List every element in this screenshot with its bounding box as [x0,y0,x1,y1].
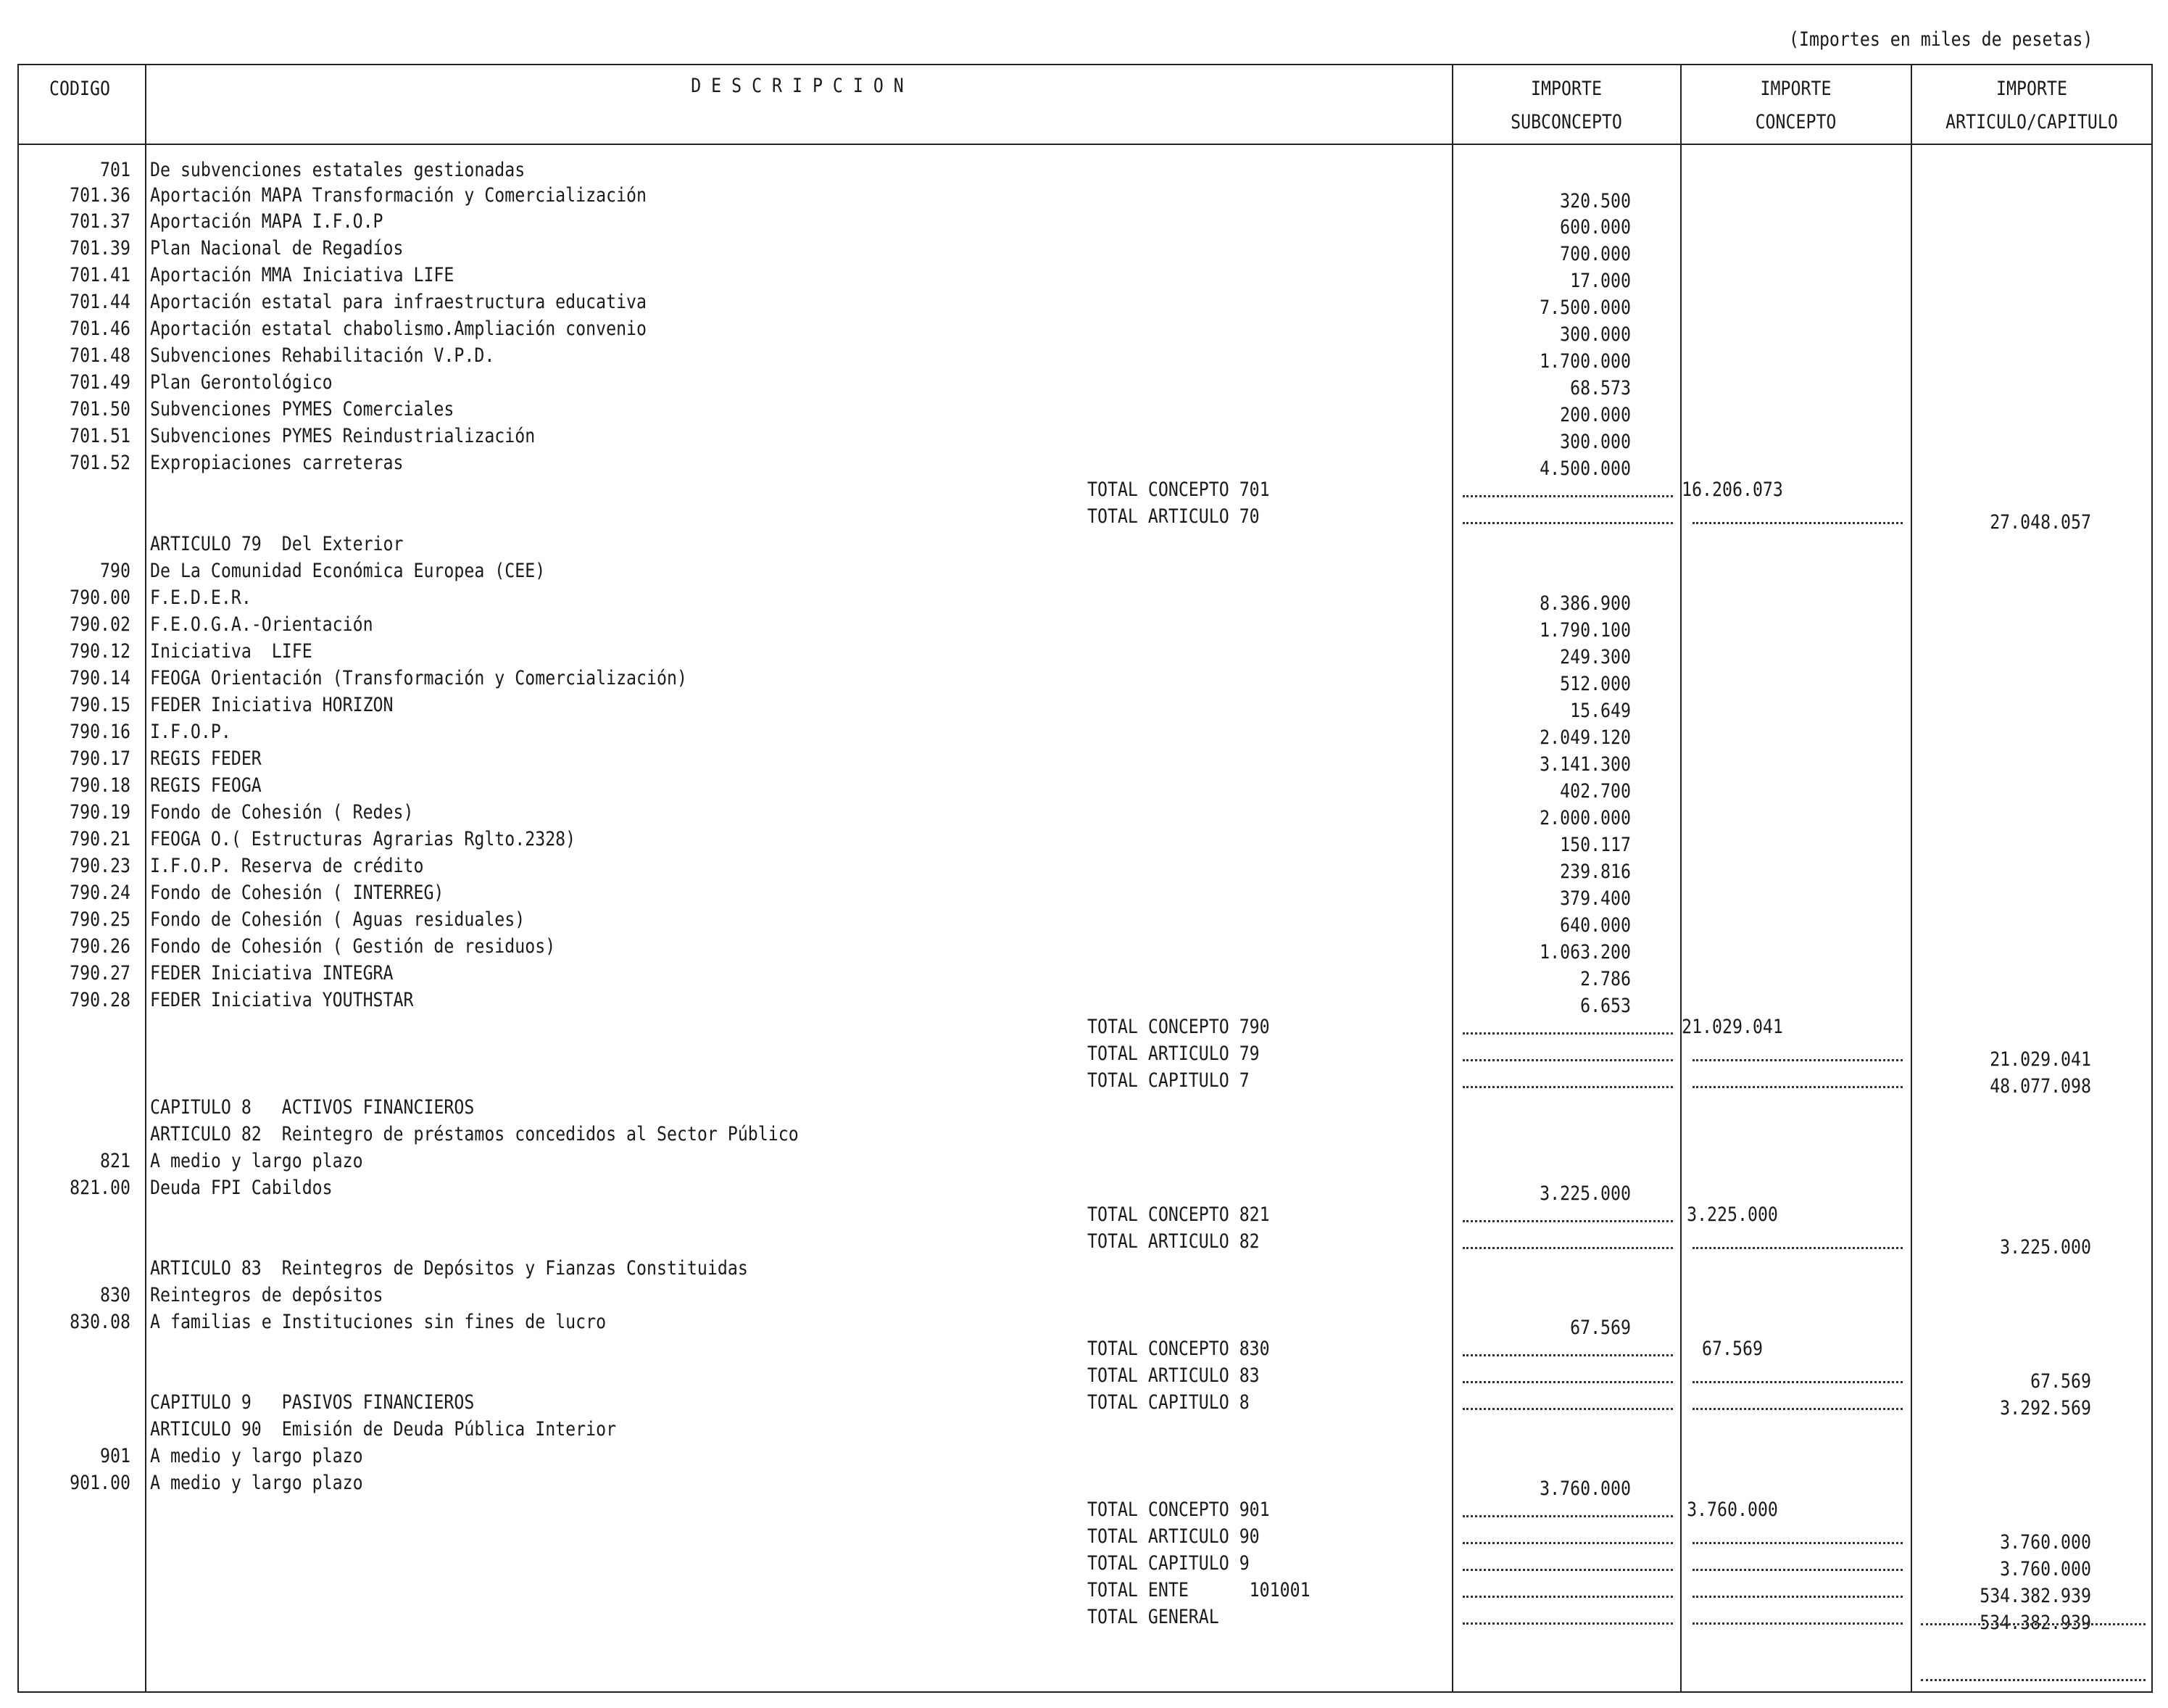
row-description: Deuda FPI Cabildos [150,1177,333,1199]
leader-dots [1693,1086,1903,1088]
row-description: F.E.O.G.A.-Orientación [150,613,373,636]
total-label: TOTAL ENTE 101001 [1087,1579,1311,1601]
row-code: 701.44 [70,291,130,313]
leader-dots [1693,1247,1903,1249]
row-description: REGIS FEOGA [150,774,262,797]
row-code: 821 [100,1150,130,1172]
row-description: I.F.O.P. [150,721,231,743]
row-code: 790.21 [70,828,130,850]
header-codigo: CODIGO [49,78,110,100]
row-code: 790.26 [70,935,130,958]
amount-subconcepto: 2.000.000 [1540,807,1631,829]
row-code: 830.08 [70,1311,130,1333]
amount-concepto: 16.206.073 [1682,478,1783,501]
row-code: 790.14 [70,667,130,689]
row-code: 901.00 [70,1472,130,1494]
leader-dots [1693,1381,1903,1383]
row-description: F.E.D.E.R. [150,586,252,609]
row-description: Aportación estatal chabolismo.Ampliación convenio [150,318,647,340]
amount-subconcepto: 1.063.200 [1540,941,1631,963]
row-description: Fondo de Cohesión ( INTERREG) [150,882,444,904]
amount-subconcepto: 3.225.000 [1540,1182,1631,1205]
row-description: I.F.O.P. Reserva de crédito [150,855,424,877]
row-description: A medio y largo plazo [150,1472,363,1494]
row-code: 701.41 [70,264,130,286]
amount-subconcepto: 2.049.120 [1540,726,1631,749]
row-description: FEOGA O.( Estructuras Agrarias Rglto.2328) [150,828,576,850]
row-code: 790.24 [70,882,130,904]
row-description: Aportación MMA Iniciativa LIFE [150,264,454,286]
amount-subconcepto: 68.573 [1570,377,1631,399]
row-code: 790.02 [70,613,130,636]
total-label: TOTAL ARTICULO 82 [1087,1230,1260,1253]
column-divider-subconcepto [1680,64,1682,1693]
total-label: TOTAL CONCEPTO 821 [1087,1203,1270,1226]
header-concepto-line2: CONCEPTO [1755,111,1837,133]
row-description: Expropiaciones carreteras [150,452,404,474]
amount-subconcepto: 150.117 [1560,834,1631,856]
amount-articulo-capitulo: 534.382.939 [1980,1612,2091,1634]
row-code: 790.16 [70,721,130,743]
row-description: Aportación estatal para infraestructura educativa [150,291,647,313]
leader-dots [1463,1408,1673,1410]
header-articulo-line1: IMPORTE [1996,78,2067,100]
row-code: 701.51 [70,425,130,447]
row-code: 701 [100,159,130,181]
row-description: De La Comunidad Económica Europea (CEE) [150,560,546,582]
row-code: 790 [100,560,130,582]
total-rule [1921,1623,2146,1625]
total-label: TOTAL CONCEPTO 790 [1087,1016,1270,1038]
header-concepto-line1: IMPORTE [1760,78,1832,100]
leader-dots [1463,1086,1673,1088]
leader-dots [1463,1381,1673,1383]
leader-dots [1463,495,1673,497]
row-code: 790.28 [70,989,130,1011]
row-description: REGIS FEDER [150,747,262,770]
total-label: TOTAL CAPITULO 8 [1087,1391,1250,1414]
amount-subconcepto: 249.300 [1560,646,1631,668]
amount-subconcepto: 3.141.300 [1540,753,1631,776]
amount-concepto: 3.760.000 [1687,1498,1778,1521]
row-description: Iniciativa LIFE [150,640,312,663]
total-label: TOTAL ARTICULO 83 [1087,1364,1260,1387]
leader-dots [1693,1622,1903,1625]
row-description: FEDER Iniciativa YOUTHSTAR [150,989,414,1011]
amount-subconcepto: 379.400 [1560,887,1631,910]
leader-dots [1463,1569,1673,1571]
row-description: Aportación MAPA I.F.O.P [150,210,383,233]
amount-subconcepto: 300.000 [1560,323,1631,346]
total-label: TOTAL ARTICULO 79 [1087,1042,1260,1065]
row-code: 701.46 [70,318,130,340]
amount-subconcepto: 1.790.100 [1540,619,1631,642]
row-description: ARTICULO 79 Del Exterior [150,533,404,555]
amount-subconcepto: 17.000 [1570,270,1631,292]
header-descripcion: D E S C R I P C I O N [691,75,904,97]
amount-subconcepto: 700.000 [1560,243,1631,265]
total-label: TOTAL CONCEPTO 701 [1087,478,1270,501]
amount-subconcepto: 6.653 [1580,995,1631,1017]
header-articulo-line2: ARTICULO/CAPITULO [1945,111,2118,133]
amount-articulo-capitulo: 21.029.041 [1990,1048,2091,1071]
leader-dots [1463,1059,1673,1061]
row-code: 790.25 [70,908,130,931]
row-code: 701.37 [70,210,130,233]
amount-subconcepto: 512.000 [1560,673,1631,695]
row-code: 701.52 [70,452,130,474]
amount-subconcepto: 300.000 [1560,431,1631,453]
total-label: TOTAL CAPITULO 7 [1087,1069,1250,1092]
amount-articulo-capitulo: 48.077.098 [1990,1075,2091,1098]
row-description: FEOGA Orientación (Transformación y Comercialización) [150,667,687,689]
column-divider-codigo [145,64,146,1693]
amount-subconcepto: 4.500.000 [1540,457,1631,480]
row-code: 701.48 [70,344,130,367]
amount-subconcepto: 67.569 [1570,1317,1631,1339]
amount-subconcepto: 3.760.000 [1540,1477,1631,1500]
row-description: ARTICULO 83 Reintegros de Depósitos y Fianzas Constituidas [150,1257,748,1280]
total-label: TOTAL CONCEPTO 830 [1087,1338,1270,1360]
row-code: 790.23 [70,855,130,877]
amount-subconcepto: 640.000 [1560,914,1631,937]
amount-articulo-capitulo: 3.760.000 [2000,1558,2091,1580]
amount-articulo-capitulo: 3.225.000 [2000,1236,2091,1259]
amount-subconcepto: 600.000 [1560,216,1631,239]
row-description: Fondo de Cohesión ( Gestión de residuos) [150,935,556,958]
row-description: Subvenciones PYMES Reindustrialización [150,425,536,447]
row-code: 790.19 [70,801,130,824]
units-note: (Importes en miles de pesetas) [1789,28,2093,51]
leader-dots [1463,1247,1673,1249]
amount-subconcepto: 402.700 [1560,780,1631,803]
leader-dots [1463,1354,1673,1356]
leader-dots [1693,1596,1903,1598]
total-label: TOTAL ARTICULO 90 [1087,1525,1260,1548]
row-description: CAPITULO 9 PASIVOS FINANCIEROS [150,1391,475,1414]
row-description: ARTICULO 82 Reintegro de préstamos concedidos al Sector Público [150,1123,799,1145]
header-subconcepto-line2: SUBCONCEPTO [1511,111,1622,133]
row-code: 790.18 [70,774,130,797]
leader-dots [1693,1408,1903,1410]
amount-subconcepto: 7.500.000 [1540,297,1631,319]
amount-articulo-capitulo: 3.760.000 [2000,1531,2091,1554]
row-description: CAPITULO 8 ACTIVOS FINANCIEROS [150,1096,475,1119]
leader-dots [1693,522,1903,524]
leader-dots [1463,1220,1673,1222]
amount-concepto: 3.225.000 [1687,1203,1778,1226]
row-description: De subvenciones estatales gestionadas [150,159,526,181]
row-description: FEDER Iniciativa INTEGRA [150,962,394,984]
row-code: 790.12 [70,640,130,663]
row-code: 830 [100,1284,130,1306]
amount-subconcepto: 15.649 [1570,700,1631,722]
amount-subconcepto: 200.000 [1560,404,1631,426]
row-description: Fondo de Cohesión ( Aguas residuales) [150,908,526,931]
row-code: 701.49 [70,371,130,394]
amount-articulo-capitulo: 534.382.939 [1980,1585,2091,1607]
row-description: A medio y largo plazo [150,1150,363,1172]
amount-subconcepto: 239.816 [1560,861,1631,883]
row-description: Subvenciones PYMES Comerciales [150,398,454,420]
row-description: Subvenciones Rehabilitación V.P.D. [150,344,495,367]
row-code: 790.17 [70,747,130,770]
amount-concepto: 67.569 [1702,1338,1763,1360]
leader-dots [1693,1569,1903,1571]
amount-articulo-capitulo: 67.569 [2030,1370,2091,1393]
row-code: 790.00 [70,586,130,609]
leader-dots [1463,1596,1673,1598]
row-code: 821.00 [70,1177,130,1199]
leader-dots [1463,1622,1673,1625]
total-label: TOTAL CONCEPTO 901 [1087,1498,1270,1521]
amount-subconcepto: 2.786 [1580,968,1631,990]
row-description: Reintegros de depósitos [150,1284,383,1306]
row-code: 790.27 [70,962,130,984]
row-code: 901 [100,1445,130,1467]
leader-dots [1463,1032,1673,1035]
row-description: Plan Nacional de Regadíos [150,237,404,260]
row-code: 701.50 [70,398,130,420]
header-subconcepto-line1: IMPORTE [1531,78,1602,100]
row-description: FEDER Iniciativa HORIZON [150,694,394,716]
column-divider-concepto [1911,64,1912,1693]
amount-subconcepto: 8.386.900 [1540,592,1631,615]
total-label: TOTAL GENERAL [1087,1606,1219,1628]
leader-dots [1463,1515,1673,1517]
leader-dots [1463,522,1673,524]
amount-articulo-capitulo: 27.048.057 [1990,511,2091,534]
row-code: 701.36 [70,184,130,207]
total-label: TOTAL CAPITULO 9 [1087,1552,1250,1575]
total-label: TOTAL ARTICULO 70 [1087,505,1260,528]
amount-articulo-capitulo: 3.292.569 [2000,1397,2091,1419]
row-description: Fondo de Cohesión ( Redes) [150,801,414,824]
row-code: 790.15 [70,694,130,716]
amount-subconcepto: 320.500 [1560,190,1631,212]
row-description: Plan Gerontológico [150,371,333,394]
row-description: A medio y largo plazo [150,1445,363,1467]
total-rule [1921,1679,2146,1681]
header-divider [17,144,2153,145]
row-description: ARTICULO 90 Emisión de Deuda Pública Interior [150,1418,617,1440]
amount-subconcepto: 1.700.000 [1540,350,1631,373]
row-description: Aportación MAPA Transformación y Comercialización [150,184,647,207]
row-description: A familias e Instituciones sin fines de lucro [150,1311,607,1333]
leader-dots [1693,1542,1903,1544]
leader-dots [1463,1542,1673,1544]
row-code: 701.39 [70,237,130,260]
amount-concepto: 21.029.041 [1682,1016,1783,1038]
leader-dots [1693,1059,1903,1061]
